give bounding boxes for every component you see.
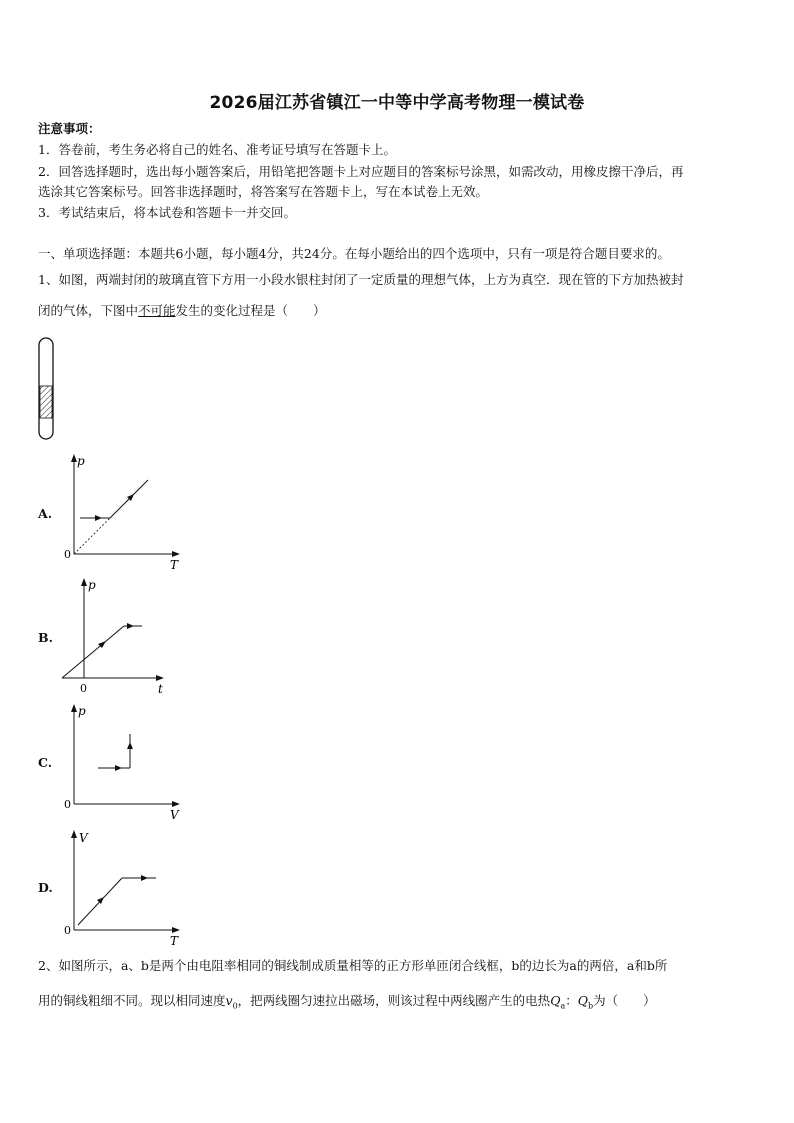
question-1-emphasis: 不可能 — [138, 303, 176, 318]
option-d-x-axis: T — [170, 934, 179, 948]
option-d-y-axis: V — [79, 831, 88, 845]
question-1-text-post: 发生的变化过程是（ ） — [175, 303, 326, 318]
velocity-subscript: 0 — [232, 1001, 238, 1011]
mercury-column — [40, 386, 52, 418]
option-b-y-axis: p — [88, 578, 96, 592]
option-b-origin: 0 — [80, 682, 87, 695]
option-a-y-axis: p — [77, 454, 85, 468]
question-2-line-1: 2、如图所示，a、b是两个由电阻率相同的铜线制成质量相等的正方形单匝闭合线框，b的边长为a的两倍，a和b所 — [38, 958, 668, 973]
question-2-line-2 — [38, 993, 760, 1015]
option-d-origin: 0 — [64, 924, 71, 937]
option-b-label[interactable]: B. — [38, 630, 53, 645]
notice-item-1: 1．答卷前，考生务必将自己的姓名、准考证号填写在答题卡上。 — [38, 142, 396, 157]
glass-tube-figure — [36, 336, 60, 442]
question-1-text-pre: 闭的气体，下图中 — [38, 303, 139, 318]
question-1-line-1: 1、如图，两端封闭的玻璃直管下方用一小段水银柱封闭了一定质量的理想气体，上方为真空．现在管的下方加热被封 — [38, 272, 684, 287]
option-c-origin: 0 — [64, 798, 71, 811]
option-c-label[interactable]: C. — [38, 755, 53, 770]
option-d-label[interactable]: D. — [38, 880, 53, 895]
option-b-graph — [60, 576, 180, 696]
heat-b-subscript: b — [587, 1001, 594, 1011]
notice-item-2-cont: 选涂其它答案标号。回答非选择题时，将答案写在答题卡上，写在本试卷上无效。 — [38, 184, 489, 199]
option-a-origin: 0 — [64, 548, 71, 561]
velocity-symbol: v — [225, 993, 233, 1008]
option-b-x-axis: t — [158, 682, 163, 696]
option-a-x-axis: T — [170, 558, 179, 572]
question-2-text-pre: 用的铜线粗细不同。现以相同速度 — [38, 993, 226, 1008]
heat-b-symbol: Q — [577, 993, 588, 1008]
page-title: 2026届江苏省镇江一中等中学高考物理一模试卷 — [209, 93, 585, 113]
section-heading: 一、单项选择题：本题共6小题，每小题4分，共24分。在每小题给出的四个选项中，只有一项是符合题目要求的。 — [38, 246, 670, 261]
question-1-line-2 — [38, 303, 760, 319]
option-d-graph — [60, 828, 190, 948]
notice-item-3: 3．考试结束后，将本试卷和答题卡一并交回。 — [38, 205, 296, 220]
option-c-y-axis: p — [78, 704, 86, 718]
option-c-graph — [60, 702, 190, 822]
question-2-text-mid: ，把两线圈匀速拉出磁场，则该过程中两线圈产生的电热 — [237, 993, 551, 1008]
option-a-graph — [60, 452, 190, 572]
option-c-x-axis: V — [170, 808, 179, 822]
heat-a-subscript: a — [560, 1001, 566, 1011]
notice-item-2: 2．回答选择题时，选出每小题答案后，用铅笔把答题卡上对应题目的答案标号涂黑，如需改动，用橡皮擦干净后，再 — [38, 164, 684, 179]
notice-heading: 注意事项： — [38, 121, 101, 136]
option-a-label[interactable]: A. — [38, 506, 53, 521]
heat-a-symbol: Q — [550, 993, 561, 1008]
ratio-symbol: ： — [565, 993, 578, 1008]
question-2-text-post: 为（ ） — [593, 993, 656, 1008]
